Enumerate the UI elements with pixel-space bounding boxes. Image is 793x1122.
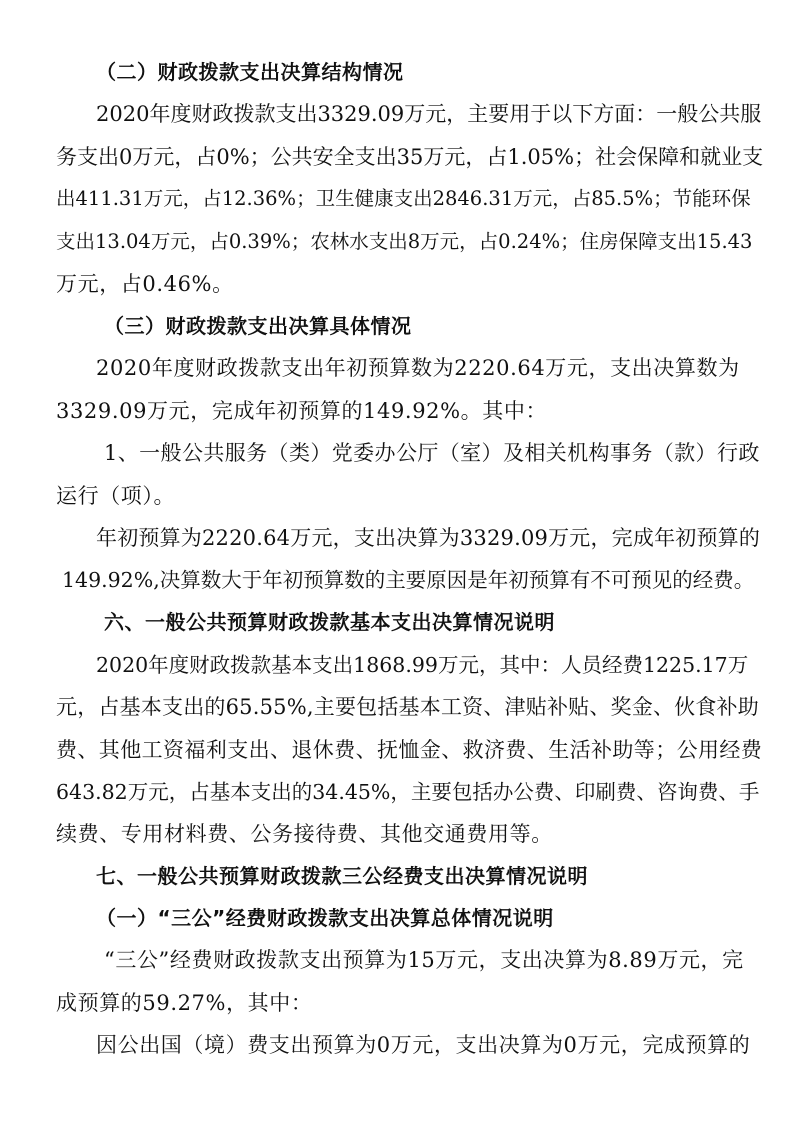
subsection-heading-three-public-overview: （一）“三公”经费财政拨款支出决算总体情况说明 [96,906,554,930]
section-heading-three-public: 七、一般公共预算财政拨款三公经费支出决算情况说明 [96,864,588,888]
paragraph-line: 务支出0万元，占0%；公共安全支出35万元，占1.05%；社会保障和就业支 [56,145,764,169]
section-heading-fiscal-detail: （三）财政拨款支出决算具体情况 [104,314,412,338]
paragraph-line: 2020年度财政拨款基本支出1868.99万元，其中：人员经费1225.17万 [96,653,749,677]
paragraph-line: 2020年度财政拨款支出年初预算数为2220.64万元，支出决算数为 [96,356,740,380]
paragraph-line: 成预算的59.27%，其中： [56,991,313,1015]
paragraph-line: 3329.09万元，完成年初预算的149.92%。其中： [56,399,548,423]
paragraph-line: 费、其他工资福利支出、退休费、抚恤金、救济费、生活补助等；公用经费 [56,738,763,762]
paragraph-line: “三公”经费财政拨款支出预算为15万元，支出决算为8.89万元，完 [104,948,744,972]
paragraph-line: 因公出国（境）费支出预算为0万元，支出决算为0万元，完成预算的 [96,1033,751,1057]
paragraph-line: 149.92%,决算数大于年初预算数的主要原因是年初预算有不可预见的经费。 [62,568,755,592]
paragraph-line: 支出13.04万元，占0.39%；农林水支出8万元，占0.24%；住房保障支出15.43 [56,230,753,253]
paragraph-line: 运行（项）。 [56,484,176,508]
paragraph-line: 万元，占0.46%。 [56,272,234,296]
paragraph-line: 643.82万元，占基本支出的34.45%，主要包括办公费、印刷费、咨询费、手 [56,780,760,804]
paragraph-line: 2020年度财政拨款支出3329.09万元，主要用于以下方面：一般公共服 [96,102,762,126]
paragraph-line: 年初预算为2220.64万元，支出决算为3329.09万元，完成年初预算的 [96,526,761,550]
section-heading-basic-expenditure: 六、一般公共预算财政拨款基本支出决算情况说明 [104,610,555,634]
paragraph-line: 出411.31万元，占12.36%；卫生健康支出2846.31万元，占85.5%；节能环保 [56,187,751,210]
paragraph-line: 1、一般公共服务（类）党委办公厅（室）及相关机构事务（款）行政 [104,441,760,465]
section-heading-fiscal-structure: （二）财政拨款支出决算结构情况 [96,60,404,84]
paragraph-line: 续费、专用材料费、公务接待费、其他交通费用等。 [56,822,553,846]
paragraph-line: 元，占基本支出的65.55%,主要包括基本工资、津贴补贴、奖金、伙食补助 [56,695,759,719]
